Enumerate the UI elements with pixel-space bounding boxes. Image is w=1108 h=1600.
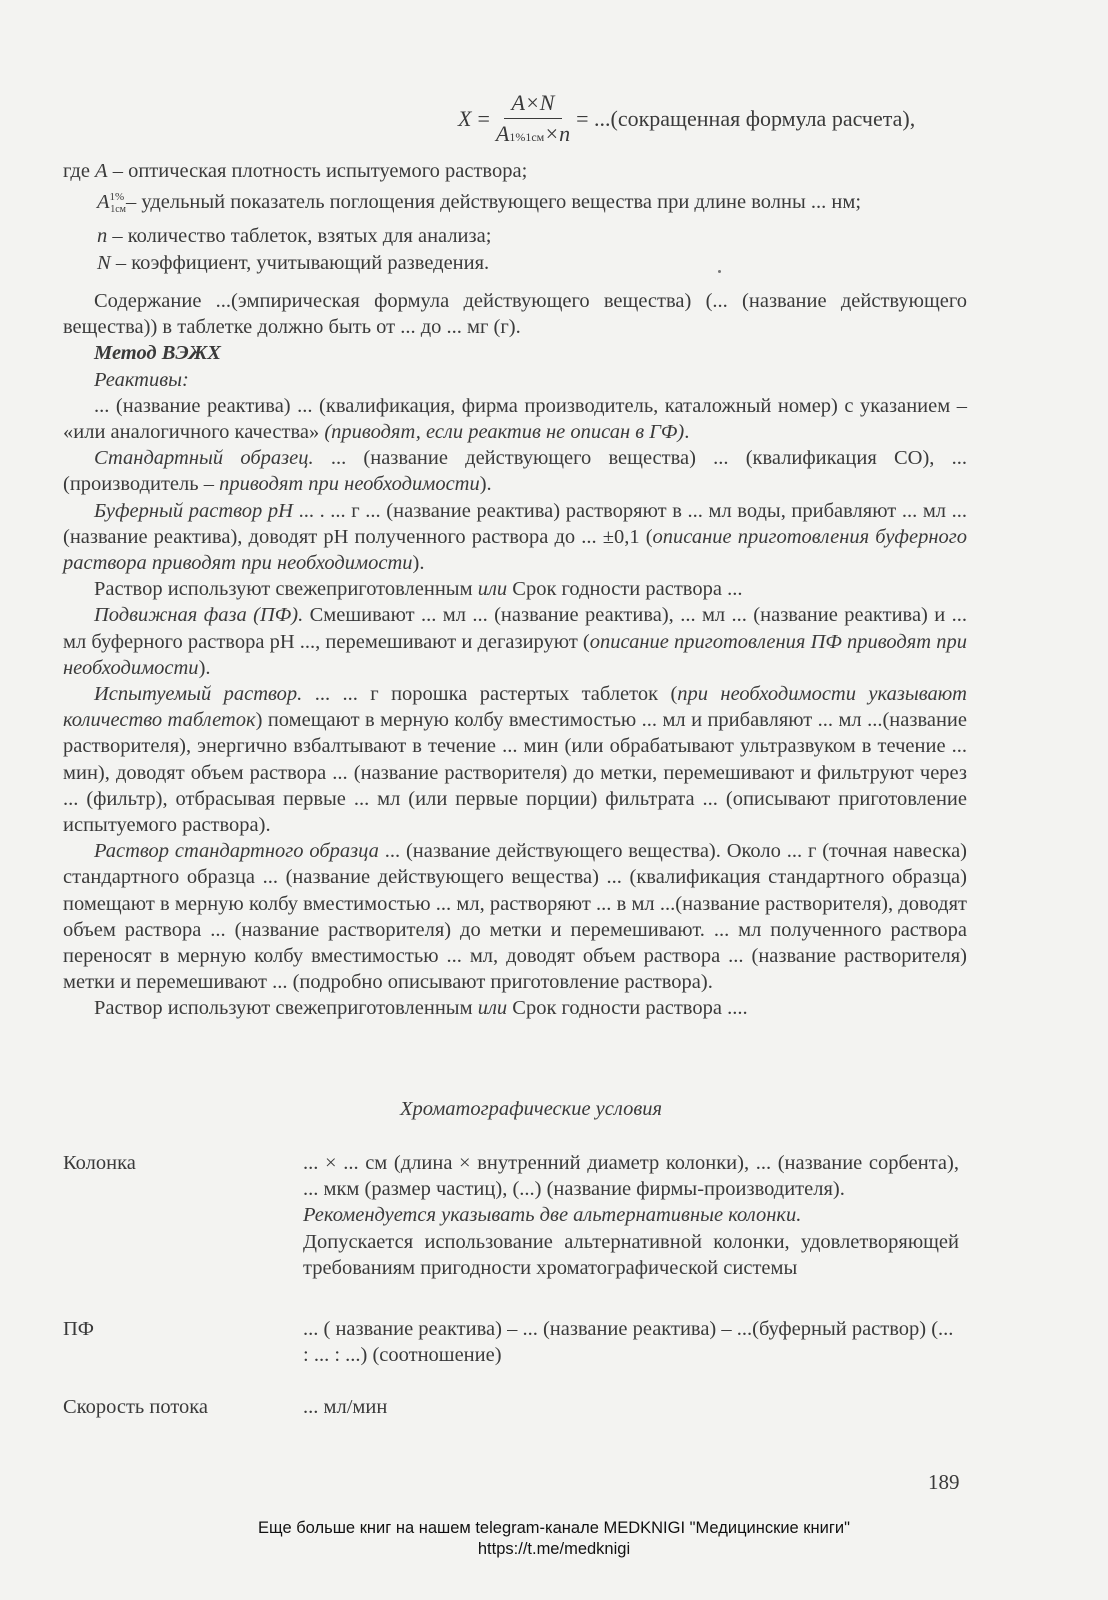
formula-fraction [496,90,570,147]
definition-n: n – количество таблеток, взятых для анализа; [97,225,492,248]
condition-label: Колонка [63,1152,136,1174]
condition-label: ПФ [63,1318,95,1340]
formula-numerator: A×N [504,90,563,119]
formula-x: X [458,105,472,131]
footer-link[interactable]: https://t.me/medknigi [477,1540,631,1558]
condition-value: ... мл/мин [303,1396,388,1418]
condition-label: Скорость потока [63,1396,209,1418]
footer-text: Еще больше книг на нашем telegram-канале MEDKNIGI "Медицинские книги" [258,1519,850,1537]
condition-value: ... × ... см (длина × внутренний диаметр колонки), ... (название сорбента), ... мкм (размер частиц), (...) (название фирмы-производителя). Рекомендуется указывать две альтернативные колонки. Допускается использование альтернативной колонки, удовлетворяющей требованиям пригодности хроматографической системы [303,1152,959,1279]
formula-denominator: A1%1см×n [495,121,571,146]
speck [718,270,721,273]
paragraph-standard: Стандартный образец. ... (название действующего вещества) ... (квалификация СО), ... (производитель – приводят при необходимости). [63,447,967,496]
paragraph-content: Содержание ...(эмпирическая формула действующего вещества) (... (название действующего вещества)) в таблетке должно быть от ... до ... мг (г). [63,290,967,339]
paragraph-fresh-1: Раствор используют свежеприготовленным или Срок годности раствора ... [94,578,743,601]
definition-a1: $A^{1\%}1см-$ удельный показатель поглощения действующего вещества при длине волны ... нм; [97,191,862,216]
paragraph-buffer: Буферный раствор рН ... . ... г ... (название реактива) растворяют в ... мл воды, прибавляют ... мл ... (название реактива), доводят рН полученного раствора до ... ±0,1 (описание приготовления буферного раствора приводят при необходимости). [63,499,968,575]
paragraph-test-solution: Испытуемый раствор. ... ... г порошка растертых таблеток (при необходимости указывают количество таблеток) помещают в мерную колбу вместимостью ... мл и прибавляют ... мл ...(название растворителя), энергично взбалтывают в течение ... мин (или обрабатывают ультразвуком в течение ... мин), доводят объем раствора ... (название растворителя) до метки, перемешивают и фильтруют через ... (фильтр), отбрасывая первые ... мл (или первые порции) фильтрата ... (описывают приготовление испытуемого раствора). [63,683,967,837]
definition-N: N – коэффициент, учитывающий разведения. [97,251,490,274]
paragraph-reagents: ... (название реактива) ... (квалификация, фирма производитель, каталожный номер) с указанием – «или аналогичного качества» (приводят, если реактив не описан в ГФ). [63,394,967,444]
formula [458,90,915,147]
page-number: 189 [928,1470,960,1494]
paragraph-mobile-phase: Подвижная фаза (ПФ). Смешивают ... мл ... (название реактива), ... мл ... (название реактива) и ... мл буферного раствора рН ..., перемешивают и дегазируют (описание приготовления ПФ приводят при необходимости). [63,604,967,679]
heading-method: Метод ВЭЖХ [94,342,221,365]
definition-a: где A – оптическая плотность испытуемого раствора; [63,160,528,182]
paragraph-fresh-2: Раствор используют свежеприготовленным или Срок годности раствора .... [94,997,748,1020]
paragraph-standard-solution: Раствор стандартного образца ... (название действующего вещества). Около ... г (точная навеска) стандартного образца ... (название действующего вещества) ... (квалификация стандартного образца) помещают в мерную колбу вместимостью ... мл, растворяют ... в мл ...(название растворителя), доводят объем раствора ... (название растворителя) до метки и перемешивают. ... мл полученного раствора переносят в мерную колбу вместимостью ... мл, доводят объем раствора ... (название растворителя) метки и перемешивают ... (подробно описывают приготовление раствора). [63,840,967,994]
heading-chromatographic-conditions: Хроматографические условия [399,1098,662,1120]
footer-promo [0,1518,1108,1560]
formula-rhs: = ...(сокращенная формула расчета), [576,105,916,131]
formula-den-superscript: 1%1см [509,130,545,144]
main-body [63,288,967,1022]
condition-value: ... ( название реактива) – ... (название реактива) – ...(буферный раствор) (... : ... : ...) (соотношение) [303,1318,954,1367]
heading-reagents: Реактивы: [94,368,189,391]
formula-equals: = [477,105,490,131]
definitions [63,158,973,276]
